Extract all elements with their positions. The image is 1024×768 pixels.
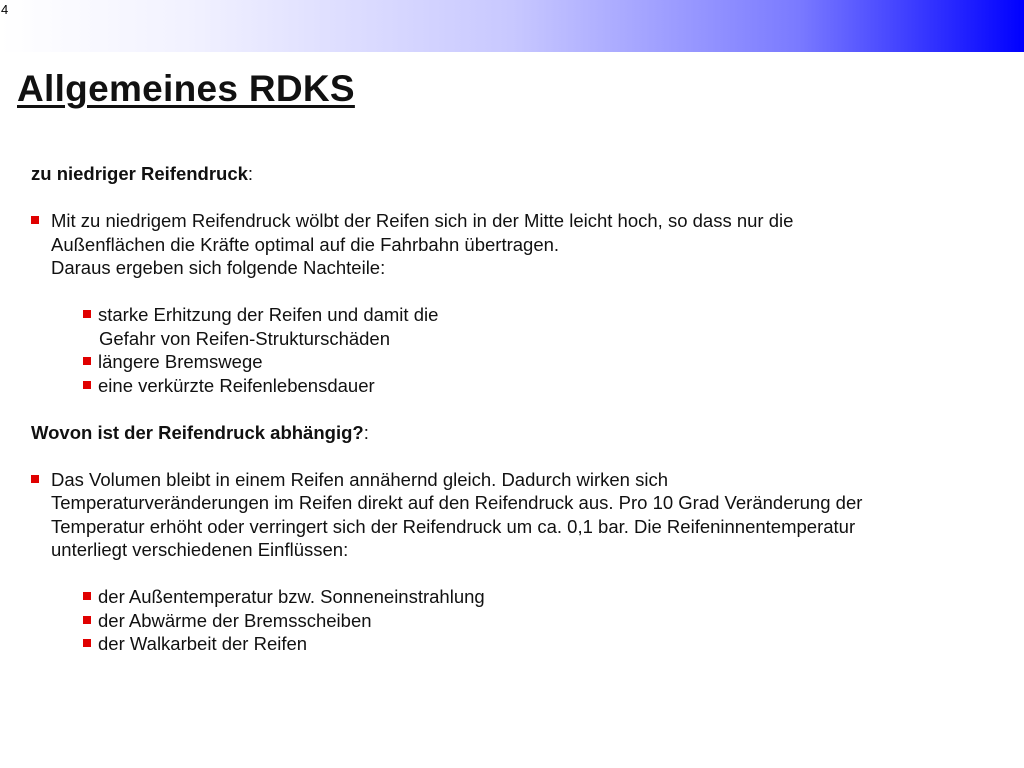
square-bullet-icon	[83, 381, 91, 389]
square-bullet-icon	[83, 310, 91, 318]
sub-list-item	[83, 374, 991, 398]
sub-list-item	[83, 585, 991, 609]
slide-content	[31, 162, 991, 656]
square-bullet-icon	[31, 216, 39, 224]
page-title: Allgemeines RDKS	[17, 68, 355, 109]
sub-list-item	[83, 609, 991, 633]
page-number: 4	[1, 2, 9, 17]
section-heading-text: zu niedriger Reifendruck	[31, 163, 248, 184]
square-bullet-icon	[31, 475, 39, 483]
section-heading-text: Wovon ist der Reifendruck abhängig?	[31, 421, 364, 443]
sub-item-text: eine verkürzte Reifenlebensdauer	[98, 374, 375, 396]
bullet-item	[31, 468, 991, 562]
square-bullet-icon	[83, 592, 91, 600]
sub-list-item	[83, 350, 991, 374]
sub-item-text: der Außentemperatur bzw. Sonneneinstrahlung	[98, 586, 485, 607]
bullet-text-line: Temperatur erhöht oder verringert sich der Reifendruck um ca. 0,1 bar. Die Reifeninnentemperatur	[51, 515, 856, 537]
sub-item-text: der Abwärme der Bremsscheiben	[98, 609, 372, 631]
sub-item-continuation: Gefahr von Reifen-Strukturschäden	[99, 327, 391, 349]
sub-item-text: längere Bremswege	[98, 351, 263, 372]
sub-list-disadvantages	[83, 303, 991, 397]
section-heading-dependency	[31, 421, 991, 445]
bullet-text-line: Außenflächen die Kräfte optimal auf die Fahrbahn übertragen.	[51, 233, 560, 255]
square-bullet-icon	[83, 357, 91, 365]
square-bullet-icon	[83, 639, 91, 647]
bullet-item	[31, 209, 991, 280]
bullet-text-line: Daraus ergeben sich folgende Nachteile:	[51, 257, 386, 278]
section-heading-low-pressure	[31, 162, 991, 186]
sub-item-text: starke Erhitzung der Reifen und damit die	[98, 304, 439, 325]
sub-item-text: der Walkarbeit der Reifen	[98, 633, 308, 654]
section-heading-colon: :	[363, 421, 369, 443]
section-heading-colon: :	[247, 163, 254, 184]
sub-list-influences	[83, 585, 991, 656]
bullet-text-line: unterliegt verschiedenen Einflüssen:	[51, 539, 349, 560]
sub-list-item	[83, 303, 991, 327]
bullet-text-line: Das Volumen bleibt in einem Reifen annähernd gleich. Dadurch wirken sich	[51, 468, 669, 490]
bullet-text-line: Mit zu niedrigem Reifendruck wölbt der Reifen sich in der Mitte leicht hoch, so dass nur die	[51, 210, 794, 231]
square-bullet-icon	[83, 616, 91, 624]
sub-list-item	[83, 632, 991, 656]
header-gradient-band	[0, 0, 1024, 52]
bullet-text-line: Temperaturveränderungen im Reifen direkt auf den Reifendruck aus. Pro 10 Grad Veränderung der	[51, 492, 863, 513]
